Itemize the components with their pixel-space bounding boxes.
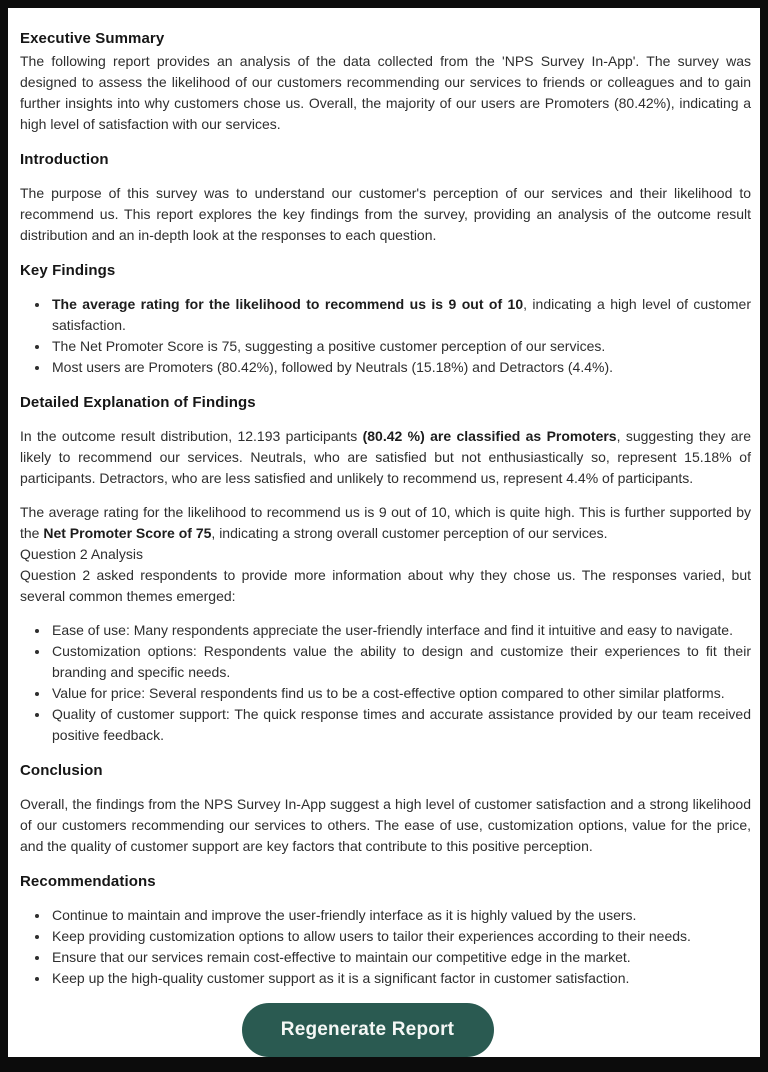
- list-item: [50, 294, 751, 336]
- introduction-paragraph: The purpose of this survey was to understand our customer's perception of our services and their likelihood to recommend us. This report explores the key findings from the survey, providing an analysis of the outcome result distribution and an in-depth look at the responses to each question.: [20, 185, 751, 243]
- text-run: The Net Promoter Score is 75, suggesting a positive customer perception of our services.: [52, 338, 606, 354]
- list-item: • Quality of customer support: The quick response times and accurate assistance provided by our team received positive feedback.: [50, 704, 751, 746]
- section-executive-summary: [20, 28, 751, 135]
- section-introduction: [20, 149, 751, 246]
- text-run: In the outcome result distribution, 12.193 participants: [20, 428, 363, 444]
- recommendations-list: [20, 905, 751, 989]
- list-item: • Keep up the high-quality customer support as it is a significant factor in customer satisfaction.: [50, 968, 751, 989]
- text-run: , suggesting they are likely to recommend our services. Neutrals, who are satisfied but not enthusiastically so, represent 15.18% of participants. Detractors, who are less satisfied and unlikely to recommend us, represent 4.4% of participants.: [20, 428, 751, 486]
- text-run: The average rating for the likelihood to recommend us is 9 out of 10, which is quite high. This is further supported by the: [20, 504, 751, 541]
- detailed-explanation-paragraph-1: [20, 426, 751, 489]
- list-item: • Value for price: Several respondents find us to be a cost-effective option compared to other similar platforms.: [50, 683, 751, 704]
- list-item: • Keep providing customization options to allow users to tailor their experiences according to their needs.: [50, 926, 751, 947]
- text-run-bold: The average rating for the likelihood to recommend us is 9 out of 10: [52, 296, 524, 312]
- conclusion-heading: Conclusion: [20, 762, 103, 779]
- executive-summary-heading: Executive Summary: [20, 30, 165, 47]
- introduction-heading: Introduction: [20, 151, 109, 168]
- text-run-bold: (80.42 %) are classified as Promoters: [362, 428, 617, 444]
- report-document: [8, 8, 760, 1057]
- list-item: [50, 336, 751, 357]
- key-findings-list: [20, 294, 751, 378]
- text-run: , indicating a high level of customer satisfaction.: [52, 296, 751, 333]
- list-item: • Customization options: Respondents value the ability to design and customize their experiences to fit their branding and specific needs.: [50, 641, 751, 683]
- text-run-bold: Net Promoter Score of 75: [43, 525, 212, 541]
- conclusion-paragraph: Overall, the findings from the NPS Survey In-App suggest a high level of customer satisfaction and a strong likelihood of our customers recommending our services to others. The ease of use, customization options, value for the price, and the quality of customer support are key factors that contribute to this positive perception.: [20, 796, 751, 854]
- question-2-analysis-label: Question 2 Analysis: [20, 546, 143, 562]
- recommendations-heading: Recommendations: [20, 873, 156, 890]
- question-2-intro-paragraph: Question 2 asked respondents to provide more information about why they chose us. The responses varied, but several common themes emerged:: [20, 567, 751, 604]
- text-run: , indicating a strong overall customer perception of our services.: [211, 525, 608, 541]
- key-findings-heading: Key Findings: [20, 262, 116, 279]
- executive-summary-paragraph: The following report provides an analysis of the data collected from the 'NPS Survey In-App'. The survey was designed to assess the likelihood of our customers recommending our services to friends or colleagues and to gain further insights into why customers chose us. Overall, the majority of our users are Promoters (80.42%), indicating a high level of satisfaction with our services.: [20, 53, 751, 132]
- regenerate-report-button[interactable]: Regenerate Report: [242, 1003, 494, 1057]
- section-recommendations: [20, 871, 751, 989]
- list-item: • Ensure that our services remain cost-effective to maintain our competitive edge in the market.: [50, 947, 751, 968]
- detailed-explanation-heading: Detailed Explanation of Findings: [20, 394, 256, 411]
- section-detailed-explanation: [20, 392, 751, 746]
- report-footer: [20, 989, 751, 1072]
- detailed-explanation-paragraph-2: [20, 502, 751, 544]
- section-conclusion: [20, 760, 751, 857]
- section-key-findings: [20, 260, 751, 378]
- text-run: Most users are Promoters (80.42%), followed by Neutrals (15.18%) and Detractors (4.4%).: [52, 359, 614, 375]
- list-item: • Continue to maintain and improve the user-friendly interface as it is highly valued by the users.: [50, 905, 751, 926]
- list-item: • Ease of use: Many respondents appreciate the user-friendly interface and find it intuitive and easy to navigate.: [50, 620, 751, 641]
- themes-list: [20, 620, 751, 746]
- list-item: [50, 357, 751, 378]
- report-content: [20, 28, 751, 989]
